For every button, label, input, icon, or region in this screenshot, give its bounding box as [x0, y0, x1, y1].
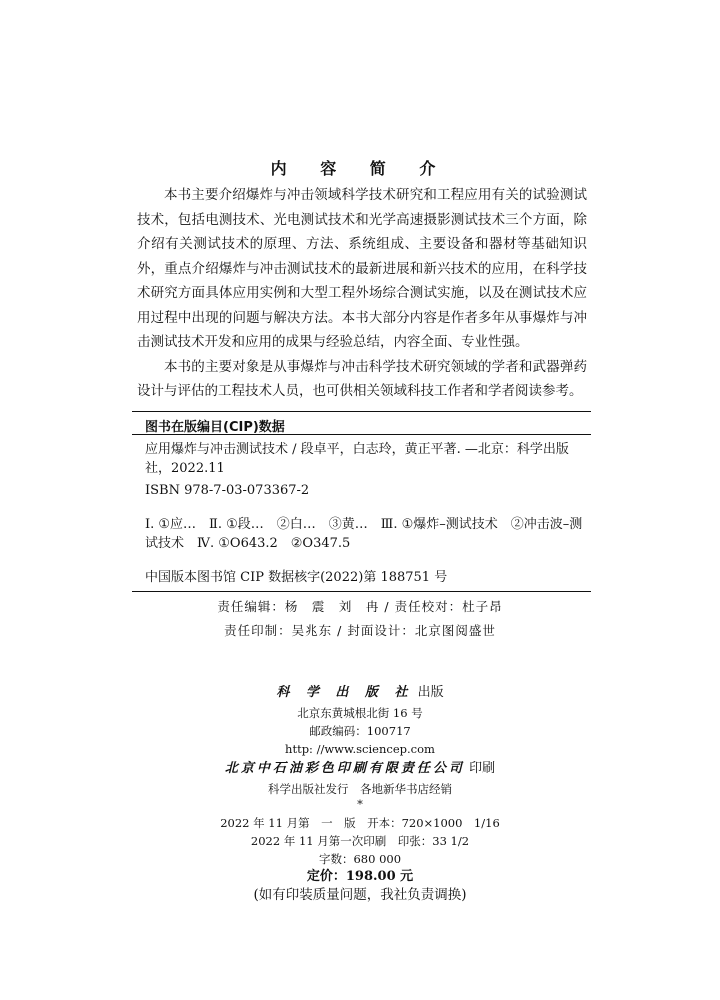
cip-isbn: ISBN 978-7-03-073367-2: [145, 483, 310, 498]
abstract-paragraph: 本书主要介绍爆炸与冲击领域科学技术研究和工程应用有关的试验测试技术，包括电测技术、光电测试技术和光学高速摄影测试技术三个方面，除介绍有关测试技术的原理、方法、系统组成、主要设备和器材等基础知识外，重点介绍爆炸与冲击测试技术的最新进展和新兴技术的应用，在科学技术研究方面具体应用实例和大型工程外场综合测试实施，以及在测试技术应用过程中出现的问题与解决方法。本书大部分内容是作者多年从事爆炸与冲击测试技术开发和应用的成果与经验总结，内容全面、专业性强。: [137, 187, 587, 350]
cip-number: 中国版本图书馆 CIP 数据核字(2022)第 188751 号: [145, 570, 448, 585]
abstract: [137, 183, 587, 404]
printer-name: 北京中石油彩色印刷有限责任公司: [224, 761, 465, 776]
word-count: 字数：680 000: [318, 852, 402, 866]
publisher-postcode: 邮政编码：100717: [309, 724, 411, 738]
cip-header: 图书在版编目(CIP)数据: [145, 420, 285, 435]
publisher-name: 科 学 出 版 社: [276, 685, 414, 700]
separator-star: *: [357, 797, 363, 811]
publisher-address: 北京东黄城根北街 16 号: [297, 706, 423, 720]
cip-record: [145, 440, 585, 590]
page-title: 内 容 简 介: [270, 159, 450, 178]
cip-classification: Ⅰ. ①应… Ⅱ. ①段… ②白… ③黄… Ⅲ. ①爆炸–测试技术 ②冲击波–测试技术 Ⅳ. ①O643.2 ②O347.5: [145, 517, 583, 551]
quality-note: (如有印装质量问题，我社负责调换): [253, 887, 467, 903]
staff-production: 责任印制：吴兆东 / 封面设计：北京图阅盛世: [224, 623, 496, 638]
cip-citation: 应用爆炸与冲击测试技术 / 段卓平，白志玲，黄正平著. —北京：科学出版社，2022.11: [145, 442, 569, 476]
cip-header-rule: [132, 434, 591, 435]
publisher-suffix: 出版: [417, 685, 444, 700]
staff-editors: 责任编辑：杨 震 刘 冉 / 责任校对：杜子昂: [217, 599, 503, 614]
abstract-paragraph: 本书的主要对象是从事爆炸与冲击科学技术研究领域的学者和武器弹药设计与评估的工程技术人员，也可供相关领域科技工作者和学者阅读参考。: [137, 358, 587, 399]
printing-info: 2022 年 11 月第一次印刷 印张：33 1/2: [250, 834, 470, 848]
printer-line: [0, 760, 720, 778]
staff-credits: [0, 595, 720, 643]
cip-bottom-rule: [132, 591, 591, 592]
cip-top-rule: [132, 411, 591, 412]
price: 定价：198.00 元: [306, 869, 414, 884]
publisher-line: [0, 684, 720, 702]
colophon: [0, 684, 720, 904]
printer-suffix: 印刷: [469, 761, 496, 776]
publisher-website: http: //www.sciencep.com: [285, 742, 435, 756]
distribution: 科学出版社发行 各地新华书店经销: [268, 782, 452, 796]
edition-info: 2022 年 11 月第 一 版 开本：720×1000 1/16: [220, 816, 500, 830]
